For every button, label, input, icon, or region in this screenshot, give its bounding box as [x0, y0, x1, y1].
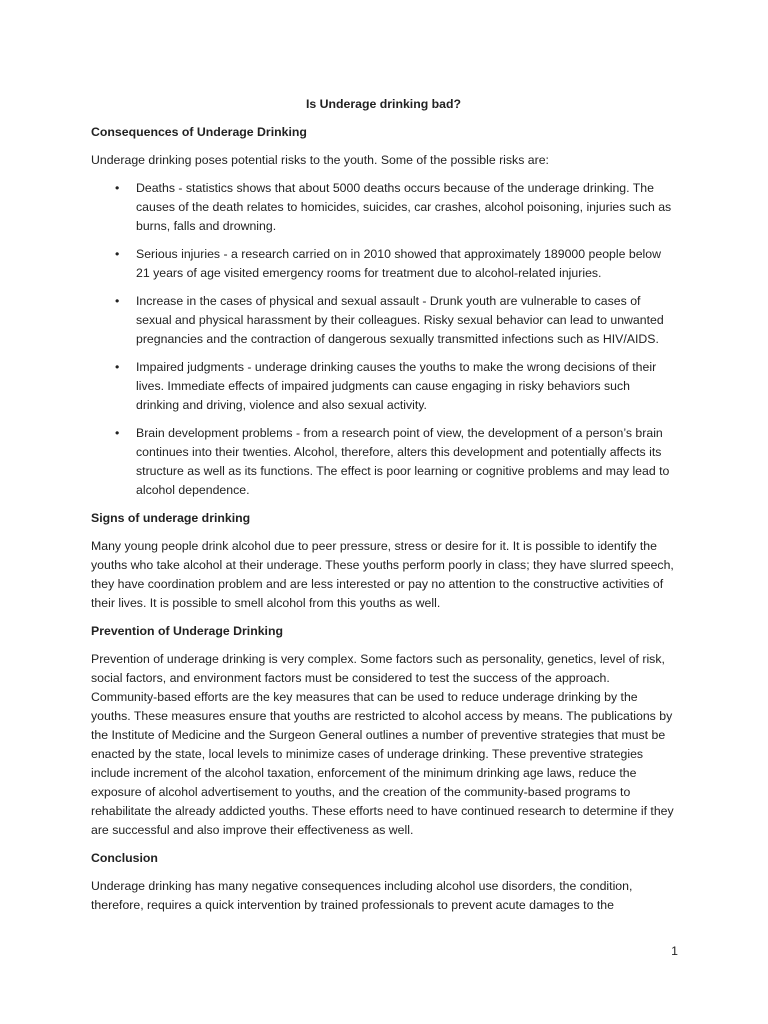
consequences-intro: Underage drinking poses potential risks to the youth. Some of the possible risks are: — [91, 153, 549, 167]
prevention-paragraph: Prevention of underage drinking is very complex. Some factors such as personality, genetics, level of risk, social factors, and environment factors must be considered to test the success of the approach. Community-based efforts are the key measures that can be used to reduce underage drinking by the youths. These measures ensure that youths are restricted to alcohol access by means. The publications by the Institute of Medicine and the Surgeon General outlines a number of preventive strategies that must be enacted by the state, local levels to minimize cases of underage drinking. These preventive strategies include increment of the alcohol taxation, enforcement of the minimum drinking age laws, reduce the exposure of alcohol advertisement to youths, and the creation of the community-based programs to rehabilitate the already addicted youths. These efforts need to have continued research to determine if they are successful and also improve their effectiveness as well. — [91, 652, 674, 837]
list-item — [91, 245, 676, 283]
bullet-icon: • — [115, 181, 120, 195]
consequences-list — [91, 179, 676, 500]
section-heading-prevention: Prevention of Underage Drinking — [91, 624, 283, 638]
bullet-icon: • — [115, 360, 120, 374]
signs-paragraph: Many young people drink alcohol due to peer pressure, stress or desire for it. It is possible to identify the youths who take alcohol at their underage. These youths perform poorly in class; they have slurred speech, they have coordination problem and are less interested or pay no attention to the constructive activities of their lives. It is possible to smell alcohol from this youths as well. — [91, 539, 674, 610]
list-item-text: Deaths - statistics shows that about 5000 deaths occurs because of the underage drinking. The causes of the death relates to homicides, suicides, car crashes, alcohol poisoning, injuries such as burns, falls and drowning. — [136, 181, 672, 233]
list-item-text: Serious injuries - a research carried on in 2010 showed that approximately 189000 people below 21 years of age visited emergency rooms for treatment due to alcohol-related injuries. — [136, 247, 661, 280]
section-heading-signs: Signs of underage drinking — [91, 511, 251, 525]
section-heading-consequences: Consequences of Underage Drinking — [91, 125, 307, 139]
list-item-text: Brain development problems - from a research point of view, the development of a person’s brain continues into their twenties. Alcohol, therefore, alters this development and potentially affects its structure as well as its functions. The effect is poor learning or cognitive problems and may lead to alcohol dependence. — [136, 426, 670, 497]
list-item-text: Impaired judgments - underage drinking causes the youths to make the wrong decisions of their lives. Immediate effects of impaired judgments can cause engaging in risky behaviors such drinking and driving, violence and also sexual activity. — [136, 360, 657, 412]
list-item — [91, 358, 676, 415]
bullet-icon: • — [115, 294, 120, 308]
conclusion-paragraph: Underage drinking has many negative consequences including alcohol use disorders, the condition, therefore, requires a quick intervention by trained professionals to prevent acute damages to the — [91, 879, 633, 912]
document-title: Is Underage drinking bad? — [305, 97, 462, 111]
list-item — [91, 179, 676, 236]
list-item — [91, 424, 676, 500]
section-heading-conclusion: Conclusion — [91, 851, 158, 865]
bullet-icon: • — [115, 247, 120, 261]
page-number: 1 — [671, 944, 678, 958]
list-item — [91, 292, 676, 349]
list-item-text: Increase in the cases of physical and sexual assault - Drunk youth are vulnerable to cases of sexual and physical harassment by their colleagues. Risky sexual behavior can lead to unwanted pregnancies and the contraction of dangerous sexually transmitted infections such as HIV/AIDS. — [136, 294, 664, 346]
bullet-icon: • — [115, 426, 120, 440]
